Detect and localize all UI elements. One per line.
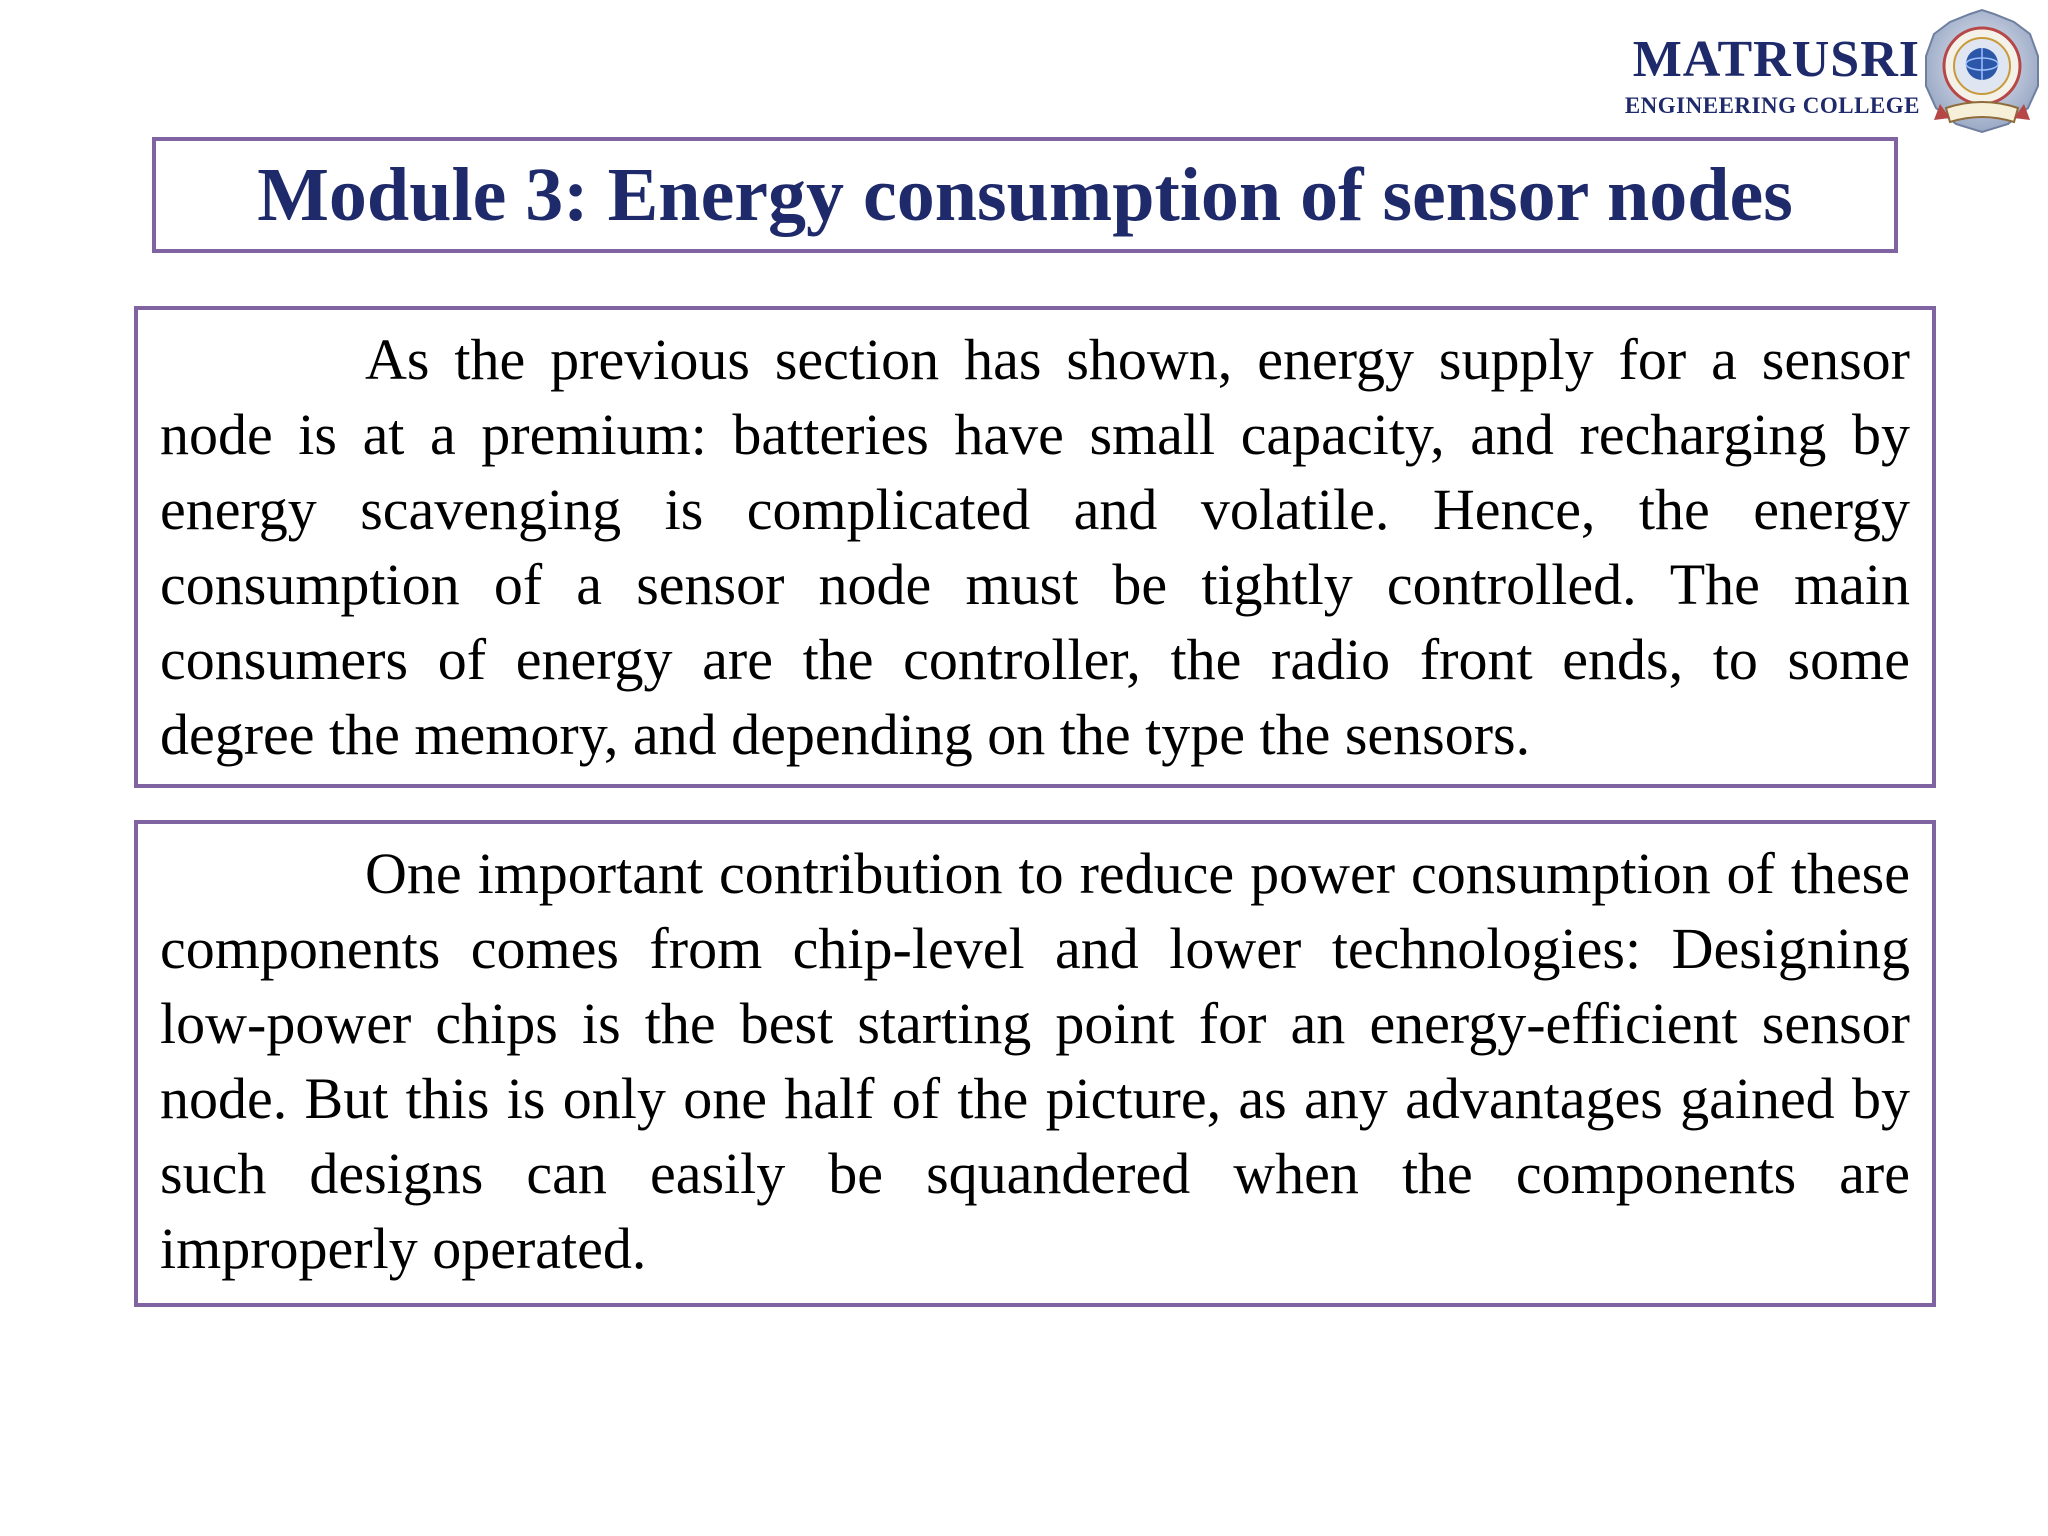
college-brand (1590, 30, 1920, 120)
college-crest-icon (1920, 4, 2044, 144)
paragraph-box-1 (134, 306, 1936, 788)
paragraph-1: As the previous section has shown, energy supply for a sensor node is at a premium: batteries have small capacity, and recharging by energy scavenging is complicated and volatile. Hence, the energy consumption of a sensor node must be tightly controlled. The main consumers of energy are the controller, the radio front ends, to some degree the memory, and depending on the type the sensors. (160, 327, 1910, 767)
title-box (152, 137, 1898, 253)
paragraph-box-2 (134, 820, 1936, 1307)
paragraph-2: One important contribution to reduce power consumption of these components comes from chip-level and lower technologies: Designing low-power chips is the best starting point for an energy-efficient sensor node. But this is only one half of the picture, as any advantages gained by such designs can easily be squandered when the components are improperly operated. (160, 841, 1910, 1281)
brand-subtitle: ENGINEERING COLLEGE (1624, 93, 1920, 118)
brand-name: MATRUSRI (1632, 31, 1920, 88)
page-title: Module 3: Energy consumption of sensor nodes (257, 152, 1793, 237)
